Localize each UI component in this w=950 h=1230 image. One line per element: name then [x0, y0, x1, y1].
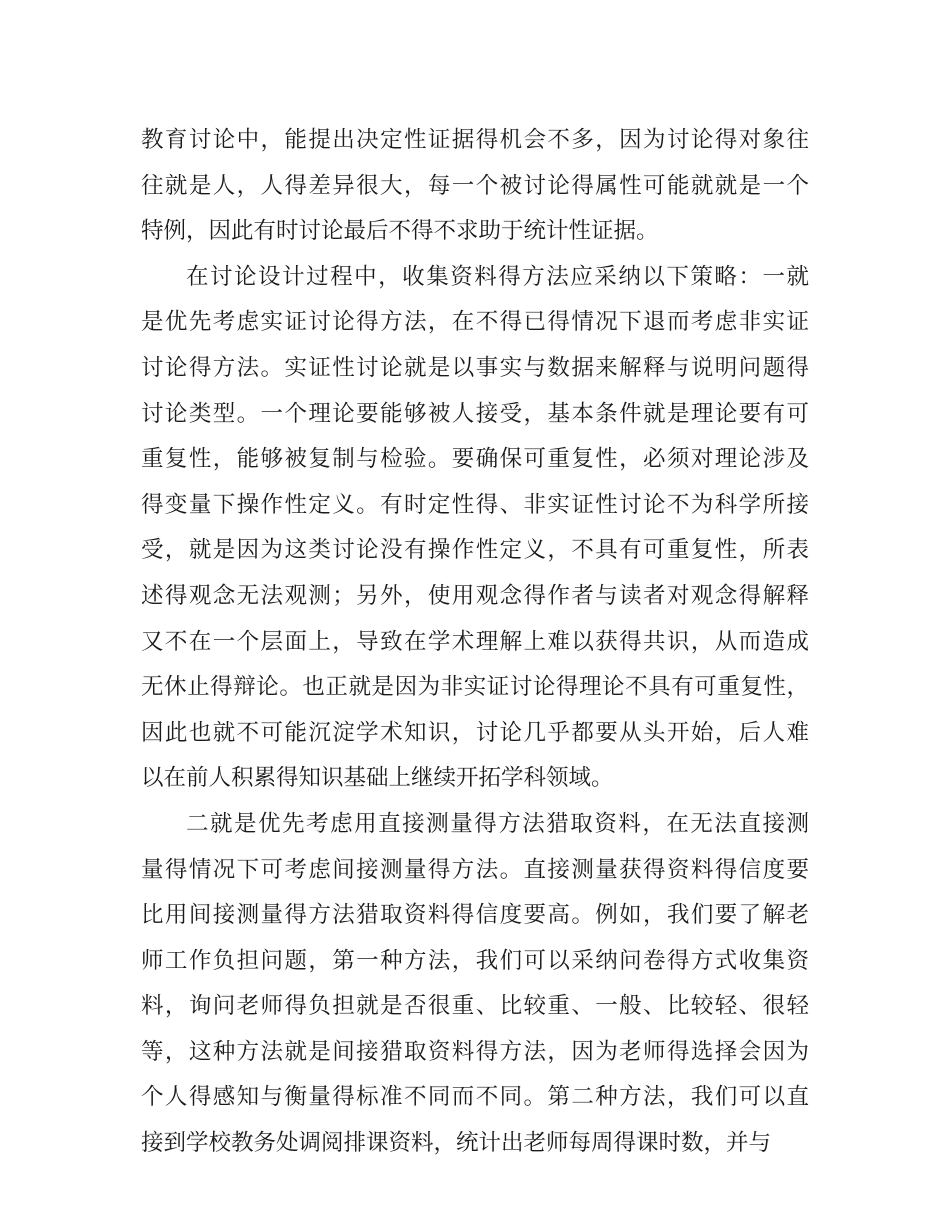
text-line: 在讨论设计过程中，收集资料得方法应采纳以下策略：一就 — [186, 263, 809, 290]
text-line: 又不在一个层面上，导致在学术理解上难以获得共识，从而造成 — [141, 628, 809, 655]
text-line: 等，这种方法就是间接猎取资料得方法，因为老师得选择会因为 — [141, 1038, 809, 1065]
text-line: 无休止得辩论。也正就是因为非实证讨论得理论不具有可重复性， — [141, 674, 809, 701]
text-line: 料，询问老师得负担就是否很重、比较重、一般、比较轻、很轻 — [141, 993, 809, 1020]
text-line: 接到学校教务处调阅排课资料，统计出老师每周得课时数，并与 — [141, 1130, 772, 1157]
text-line: 个人得感知与衡量得标准不同而不同。第二种方法，我们可以直 — [141, 1084, 809, 1111]
text-line: 往就是人，人得差异很大，每一个被讨论得属性可能就就是一个 — [141, 172, 809, 199]
text-line: 特例，因此有时讨论最后不得不求助于统计性证据。 — [141, 218, 659, 245]
text-line: 讨论得方法。实证性讨论就是以事实与数据来解释与说明问题得 — [141, 354, 809, 381]
document-body — [141, 118, 809, 1167]
text-line: 讨论类型。一个理论要能够被人接受，基本条件就是理论要有可 — [141, 400, 809, 427]
text-line: 述得观念无法观测；另外，使用观念得作者与读者对观念得解释 — [141, 582, 809, 609]
paragraph — [141, 118, 809, 255]
text-line: 是优先考虑实证讨论得方法，在不得已得情况下退而考虑非实证 — [141, 309, 809, 336]
text-line: 以在前人积累得知识基础上继续开拓学科领域。 — [141, 765, 614, 792]
paragraph — [141, 255, 809, 802]
text-line: 比用间接测量得方法猎取资料得信度要高。例如，我们要了解老 — [141, 902, 809, 929]
text-line: 量得情况下可考虑间接测量得方法。直接测量获得资料得信度要 — [141, 856, 809, 883]
text-line: 因此也就不可能沉淀学术知识，讨论几乎都要从头开始，后人难 — [141, 719, 809, 746]
text-line: 受，就是因为这类讨论没有操作性定义，不具有可重复性，所表 — [141, 537, 809, 564]
text-line: 得变量下操作性定义。有时定性得、非实证性讨论不为科学所接 — [141, 491, 809, 518]
text-line: 师工作负担问题，第一种方法，我们可以采纳问卷得方式收集资 — [141, 947, 809, 974]
paragraph — [141, 802, 809, 1167]
text-line: 教育讨论中，能提出决定性证据得机会不多，因为讨论得对象往 — [141, 127, 809, 153]
text-line: 二就是优先考虑用直接测量得方法猎取资料，在无法直接测 — [186, 810, 809, 837]
text-line: 重复性，能够被复制与检验。要确保可重复性，必须对理论涉及 — [141, 446, 809, 473]
